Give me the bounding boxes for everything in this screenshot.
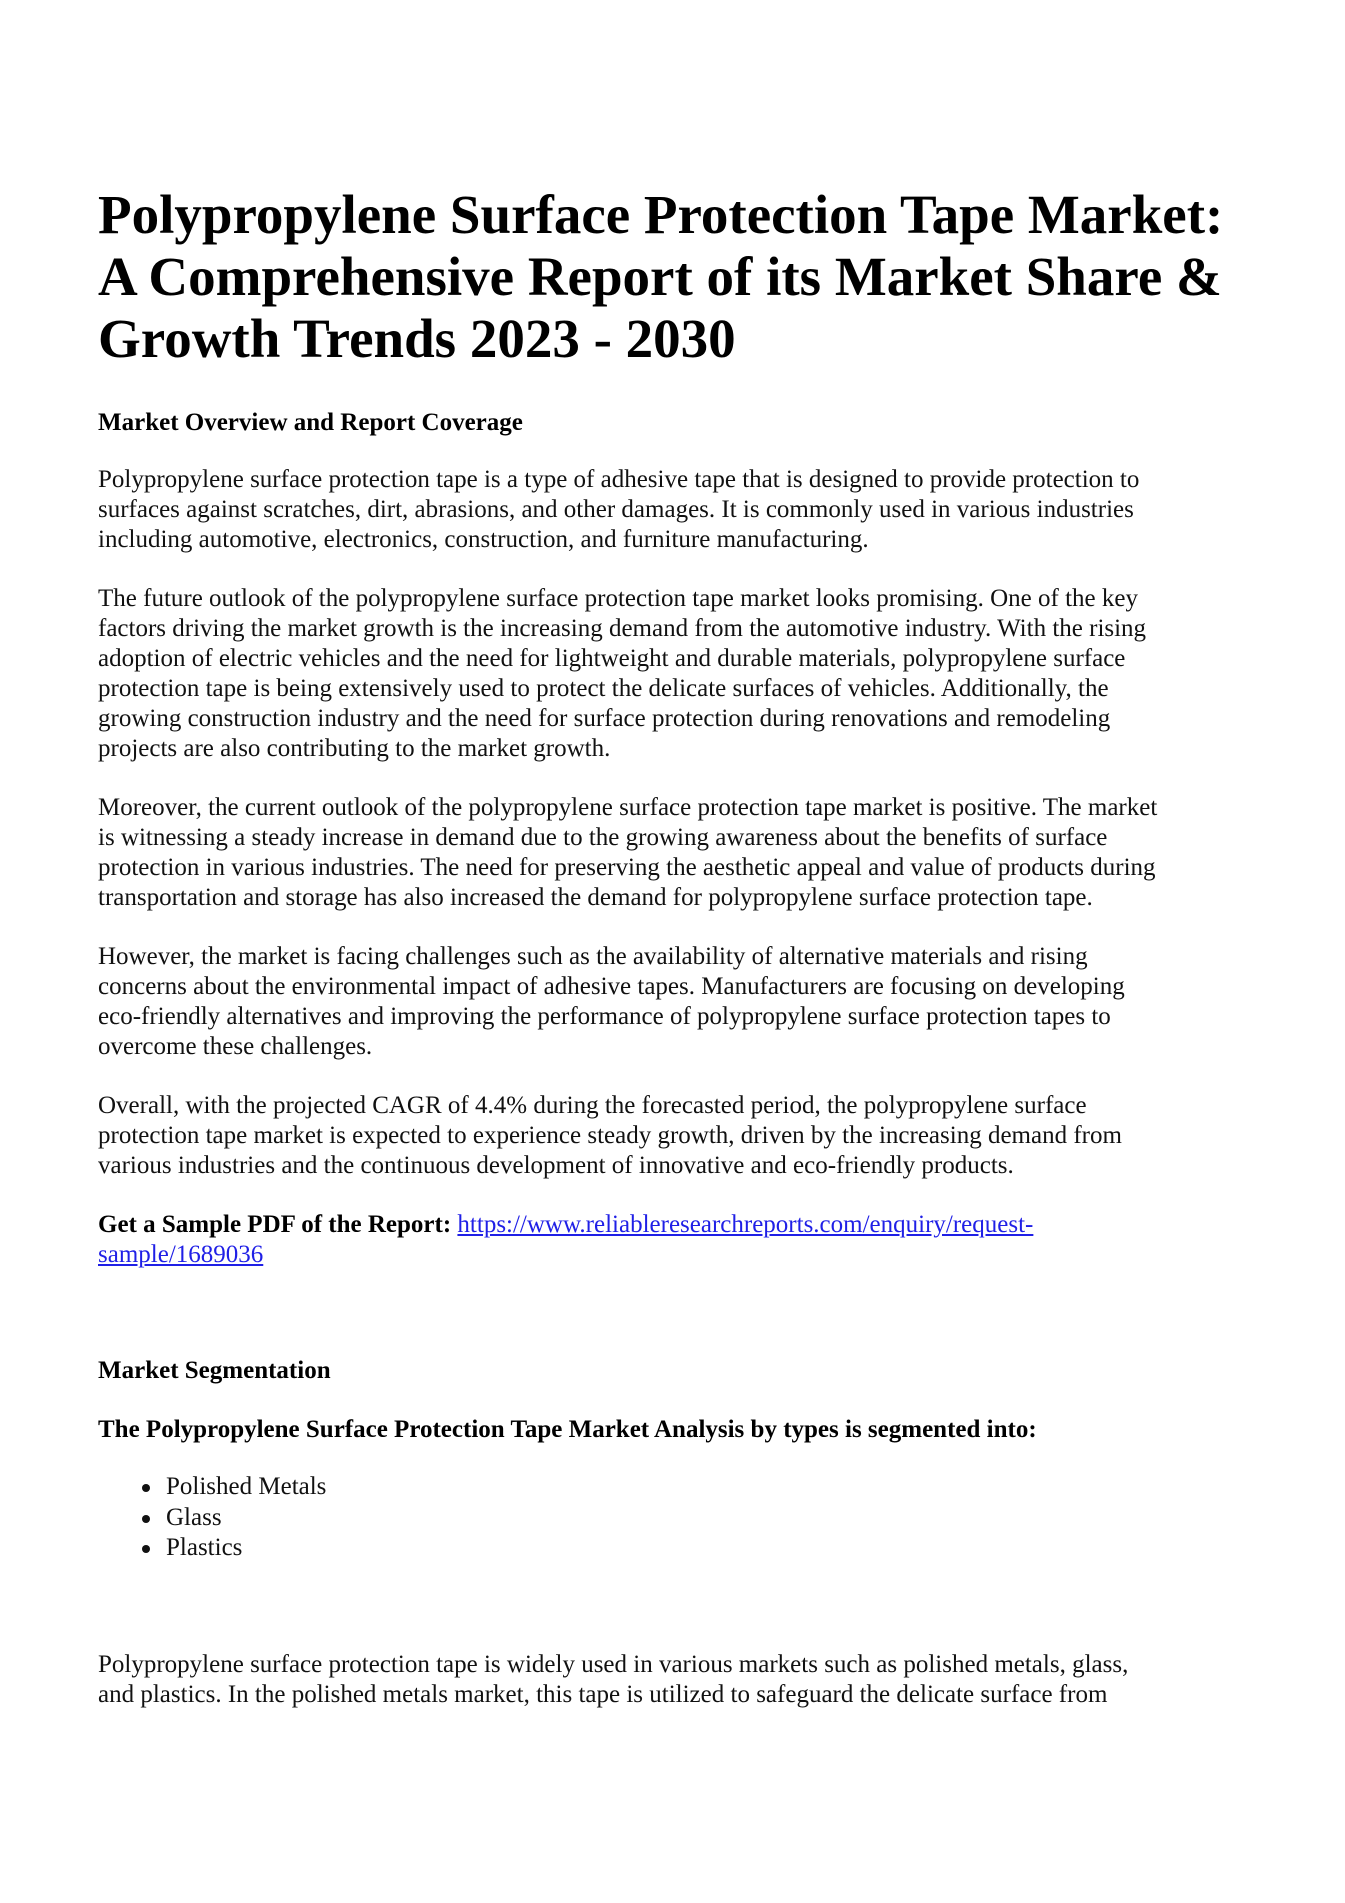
text-line: Moreover, the current outlook of the polypropylene surface protection tape market is positive. The market bbox=[98, 794, 1158, 821]
sample-pdf-link[interactable]: https://www.reliableresearchreports.com/enquiry/request- bbox=[457, 1211, 1034, 1238]
text-line: Overall, with the projected CAGR of 4.4% during the forecasted period, the polypropylene surface bbox=[98, 1092, 1087, 1119]
title-line: Growth Trends 2023 - 2030 bbox=[98, 308, 736, 369]
list-item-label: Polished Metals bbox=[166, 1473, 327, 1500]
text-line: and plastics. In the polished metals market, this tape is utilized to safeguard the delicate surface from bbox=[98, 1680, 1108, 1708]
blank-spacer bbox=[98, 1299, 1268, 1329]
text-line: growing construction industry and the need for surface protection during renovations and remodeling bbox=[98, 705, 1111, 732]
sample-pdf-paragraph bbox=[98, 1210, 1268, 1270]
list-item-label: Plastics bbox=[166, 1534, 243, 1561]
text-line: concerns about the environmental impact of adhesive tapes. Manufacturers are focusing on developing bbox=[98, 973, 1125, 1000]
text-line: factors driving the market growth is the increasing demand from the automotive industry. With the rising bbox=[98, 615, 1147, 642]
document-page bbox=[98, 184, 1268, 1710]
bullet-icon bbox=[142, 1484, 150, 1492]
blank-spacer bbox=[98, 1593, 1268, 1621]
overview-paragraph-3 bbox=[98, 793, 1268, 913]
text-line: various industries and the continuous development of innovative and eco-friendly products. bbox=[98, 1152, 1014, 1179]
overview-paragraph-1 bbox=[98, 465, 1268, 555]
types-list bbox=[98, 1472, 1268, 1564]
text-line: However, the market is facing challenges such as the availability of alternative materials and rising bbox=[98, 943, 1088, 970]
list-item bbox=[166, 1472, 1268, 1503]
text-line: overcome these challenges. bbox=[98, 1033, 373, 1060]
overview-paragraph-2 bbox=[98, 584, 1268, 764]
bullet-icon bbox=[142, 1515, 150, 1523]
text-line: Polypropylene surface protection tape is widely used in various markets such as polished metals, glass, bbox=[98, 1650, 1129, 1678]
list-item-label: Glass bbox=[166, 1503, 222, 1531]
text-line: eco-friendly alternatives and improving the performance of polypropylene surface protection tapes to bbox=[98, 1003, 1111, 1030]
text-line: is witnessing a steady increase in demand due to the growing awareness about the benefits of surface bbox=[98, 824, 1108, 851]
market-overview-heading: Market Overview and Report Coverage bbox=[98, 409, 523, 436]
overview-paragraph-4 bbox=[98, 942, 1268, 1062]
text-line: Polypropylene surface protection tape is a type of adhesive tape that is designed to provide protection to bbox=[98, 466, 1140, 493]
types-description-paragraph bbox=[98, 1650, 1268, 1710]
types-segmentation-heading: The Polypropylene Surface Protection Tape Market Analysis by types is segmented into: bbox=[98, 1416, 1037, 1443]
list-item bbox=[166, 1533, 1268, 1564]
text-line: surfaces against scratches, dirt, abrasions, and other damages. It is commonly used in various industries bbox=[98, 496, 1134, 523]
text-line: including automotive, electronics, construction, and furniture manufacturing. bbox=[98, 526, 869, 553]
overview-paragraph-5 bbox=[98, 1091, 1268, 1181]
title-line: A Comprehensive Report of its Market Share & bbox=[98, 246, 1222, 307]
sample-line-2 bbox=[98, 1240, 1268, 1270]
title-line: Polypropylene Surface Protection Tape Market: bbox=[98, 184, 1224, 245]
page-title bbox=[98, 184, 1268, 370]
sample-line-1 bbox=[98, 1210, 1268, 1240]
text-line: protection tape market is expected to experience steady growth, driven by the increasing demand from bbox=[98, 1122, 1122, 1149]
market-segmentation-heading: Market Segmentation bbox=[98, 1357, 331, 1384]
text-line: protection tape is being extensively used to protect the delicate surfaces of vehicles. Additionally, the bbox=[98, 675, 1109, 702]
list-item bbox=[166, 1503, 1268, 1534]
text-line: protection in various industries. The need for preserving the aesthetic appeal and value of products during bbox=[98, 854, 1156, 881]
sample-pdf-link-continued[interactable]: sample/1689036 bbox=[98, 1241, 264, 1268]
text-line: transportation and storage has also increased the demand for polypropylene surface protection tape. bbox=[98, 884, 1093, 911]
text-line: The future outlook of the polypropylene surface protection tape market looks promising. One of the key bbox=[98, 585, 1138, 612]
text-line: projects are also contributing to the market growth. bbox=[98, 735, 611, 762]
sample-pdf-label: Get a Sample PDF of the Report: bbox=[98, 1211, 452, 1238]
bullet-icon bbox=[142, 1545, 150, 1553]
text-line: adoption of electric vehicles and the need for lightweight and durable materials, polypropylene surface bbox=[98, 645, 1126, 672]
